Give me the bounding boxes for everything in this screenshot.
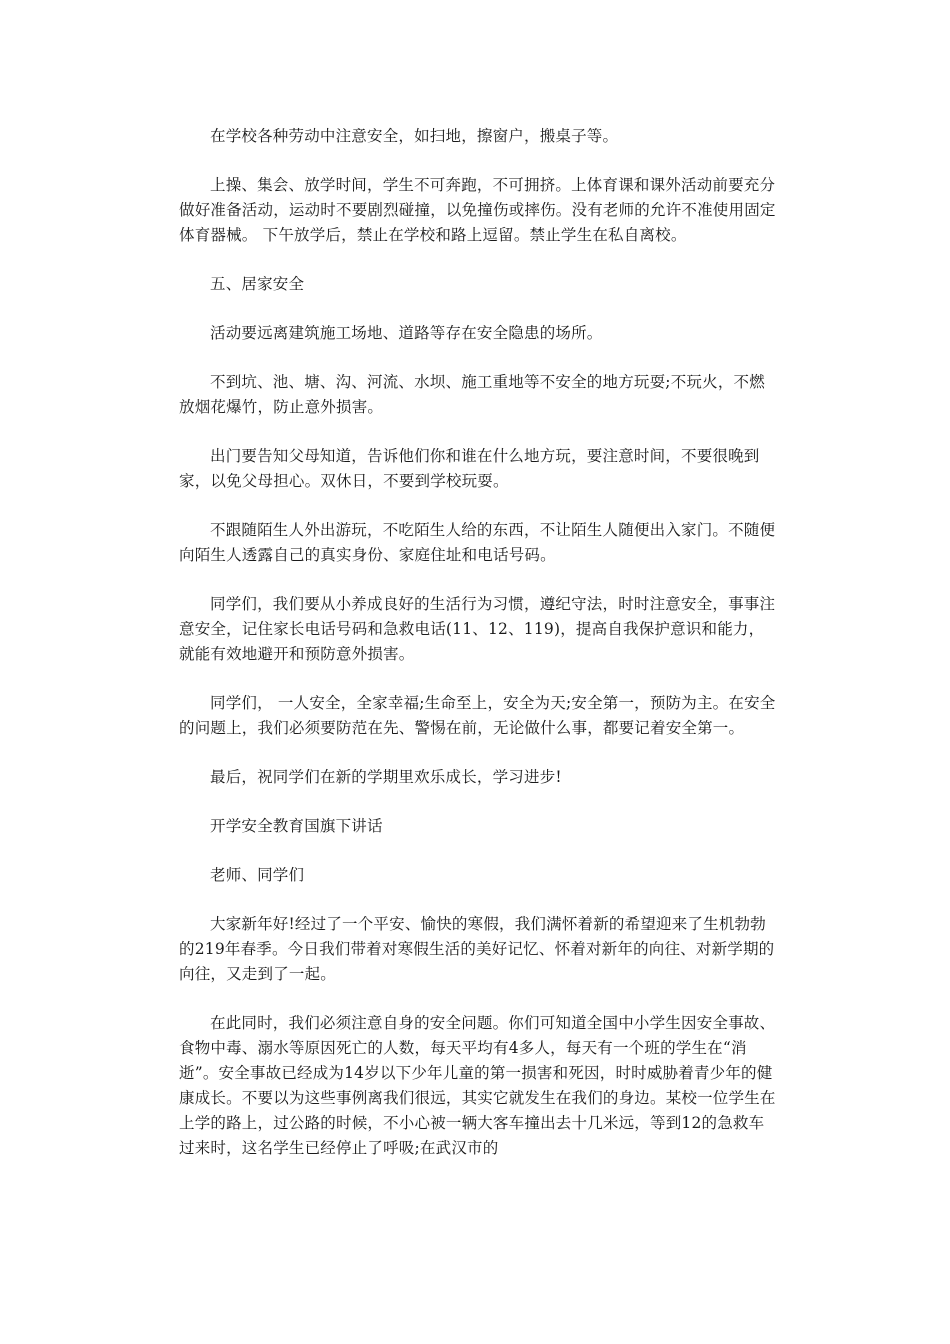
paragraph: 大家新年好!经过了一个平安、愉快的寒假，我们满怀着新的希望迎来了生机勃勃的219年春季。今日我们带着对寒假生活的美好记忆、怀着对新年的向往、对新学期的向往，又走到了一起。	[179, 915, 775, 983]
salutation: 老师、同学们	[210, 866, 305, 884]
paragraph: 同学们， 一人安全，全家幸福;生命至上，安全为天;安全第一，预防为主。在安全的问题上，我们必须要防范在先、警惕在前，无论做什么事，都要记着安全第一。	[179, 694, 776, 737]
document-body	[179, 124, 779, 1185]
paragraph: 不跟随陌生人外出游玩，不吃陌生人给的东西，不让陌生人随便出入家门。不随便向陌生人透露自己的真实身份、家庭住址和电话号码。	[179, 521, 776, 564]
paragraph: 在此同时，我们必须注意自身的安全问题。你们可知道全国中小学生因安全事故、食物中毒、溺水等原因死亡的人数，每天平均有4多人，每天有一个班的学生在“消逝”。安全事故已经成为14岁以下少年儿童的第一损害和死因，时时威胁着青少年的健康成长。不要以为这些事例离我们很远，其实它就发生在我们的身边。某校一位学生在上学的路上，过公路的时候，不小心被一辆大客车撞出去十几米远，等到12的急救车过来时，这名学生已经停止了呼吸;在武汉市的	[179, 1014, 776, 1157]
paragraph: 同学们，我们要从小养成良好的生活行为习惯，遵纪守法，时时注意安全，事事注意安全，记住家长电话号码和急救电话(11、12、119)，提高自我保护意识和能力，就能有效地避开和预防意外损害。	[179, 595, 776, 663]
paragraph: 不到坑、池、塘、沟、河流、水坝、施工重地等不安全的地方玩耍;不玩火，不燃放烟花爆竹，防止意外损害。	[179, 373, 765, 416]
paragraph: 活动要远离建筑施工场地、道路等存在安全隐患的场所。	[210, 324, 603, 342]
section-heading: 五、居家安全	[210, 275, 305, 293]
paragraph: 出门要告知父母知道，告诉他们你和谁在什么地方玩，要注意时间，不要很晚到家，以免父母担心。双休日，不要到学校玩耍。	[179, 447, 760, 490]
speech-title: 开学安全教育国旗下讲话	[210, 817, 383, 835]
paragraph: 在学校各种劳动中注意安全，如扫地，擦窗户，搬桌子等。	[210, 127, 619, 145]
paragraph: 上操、集会、放学时间，学生不可奔跑，不可拥挤。上体育课和课外活动前要充分做好准备活动，运动时不要剧烈碰撞，以免撞伤或摔伤。没有老师的允许不准使用固定体育器械。 下午放学后，禁止在学校和路上逗留。禁止学生在私自离校。	[179, 176, 776, 244]
paragraph: 最后，祝同学们在新的学期里欢乐成长，学习进步!	[210, 768, 562, 786]
